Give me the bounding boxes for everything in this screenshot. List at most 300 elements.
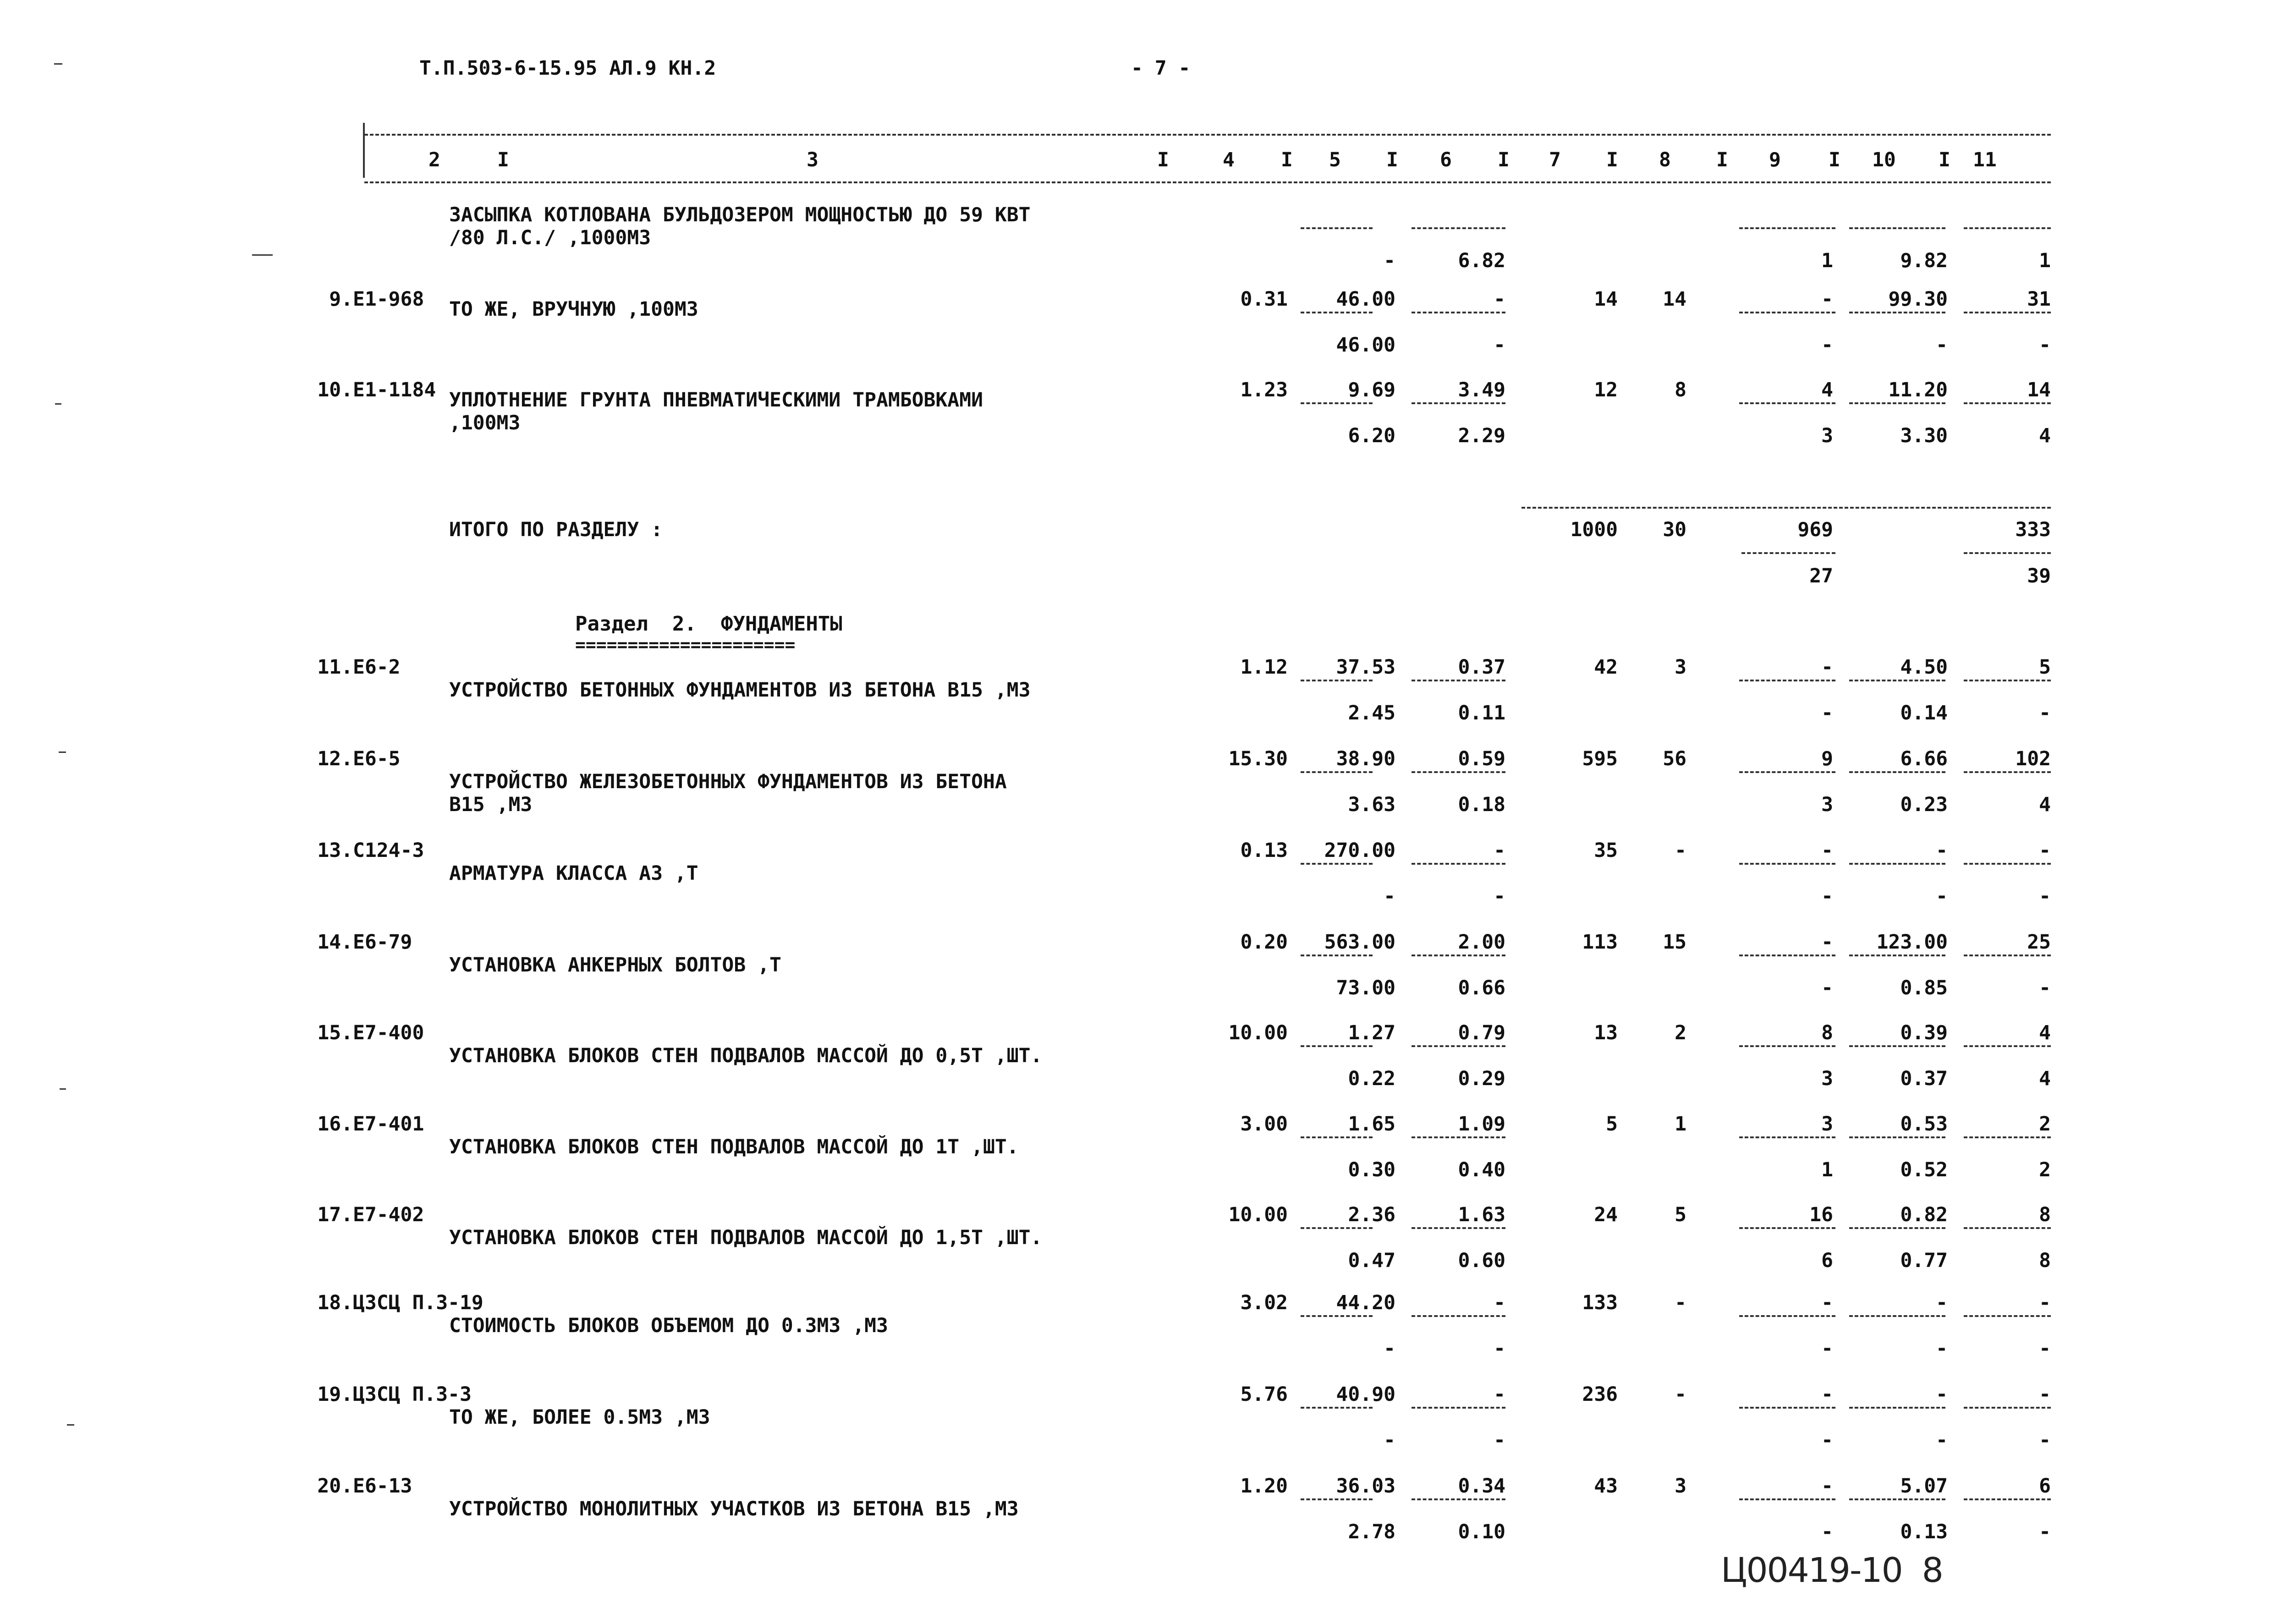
cell-c9: 9 <box>1821 747 1833 770</box>
cell-c8: - <box>1675 839 1686 862</box>
total-col11-rule <box>1964 552 2051 554</box>
cell-c11: 5 <box>2039 656 2051 679</box>
subcell-b9: 3 <box>1821 793 1833 816</box>
sub-rule <box>1849 312 1945 313</box>
cell-c6: 0.59 <box>1458 747 1505 770</box>
scan-speck <box>67 1424 74 1426</box>
subcell-b5: 2.78 <box>1348 1520 1395 1543</box>
subcell-b10: 0.23 <box>1900 793 1948 816</box>
document-code: Т.П.503-6-15.95 АЛ.9 КН.2 <box>419 57 716 80</box>
cell-c8: 56 <box>1663 747 1686 770</box>
cell-c6: - <box>1494 1383 1505 1406</box>
cell-c9: - <box>1821 288 1833 311</box>
cell-c5: 40.90 <box>1336 1383 1395 1406</box>
sub-rule <box>1739 1498 1835 1500</box>
subcell-b9: - <box>1821 334 1833 357</box>
row-code: Е6-79 <box>353 931 412 954</box>
sub-rule <box>1412 312 1505 313</box>
cell-c6: 1.63 <box>1458 1203 1505 1226</box>
cell-c7: 43 <box>1594 1475 1618 1498</box>
row-description: УСТРОЙСТВО МОНОЛИТНЫХ УЧАСТКОВ ИЗ БЕТОНА В15 ,М3 <box>449 1498 1019 1520</box>
sub-rule <box>1739 402 1835 404</box>
sub-rule <box>1412 1045 1505 1047</box>
scan-speck <box>60 1088 66 1090</box>
header-bottom-rule <box>364 181 2051 183</box>
subcell-b10: - <box>1936 334 1948 357</box>
cell-c5: 36.03 <box>1336 1475 1395 1498</box>
row-number: 16. <box>317 1113 353 1136</box>
sub-rule <box>1412 1498 1505 1500</box>
row-description: ЗАСЫПКА КОТЛОВАНА БУЛЬДОЗЕРОМ МОЩНОСТЬЮ ДО 59 КВТ <box>449 203 1031 226</box>
subcell-b9: - <box>1821 1520 1833 1543</box>
sub-rule <box>1739 680 1835 681</box>
sub-rule <box>1739 1407 1835 1409</box>
cell-c10: 0.53 <box>1900 1113 1948 1136</box>
cell-c7: 113 <box>1582 931 1618 954</box>
subcell-b6: 0.60 <box>1458 1249 1505 1272</box>
cell-c8: 2 <box>1675 1021 1686 1044</box>
subcell-b10: 3.30 <box>1900 424 1948 447</box>
cell-c11: 14 <box>2027 379 2051 401</box>
subcell-b9: 1 <box>1821 249 1833 272</box>
scan-speck <box>54 63 62 65</box>
cell-c10: 11.20 <box>1888 379 1948 401</box>
subcell-b6: - <box>1494 1337 1505 1360</box>
cell-c7: 24 <box>1594 1203 1618 1226</box>
row-description: УПЛОТНЕНИЕ ГРУНТА ПНЕВМАТИЧЕСКИМИ ТРАМБОВКАМИ <box>449 389 983 411</box>
cell-c4: 0.20 <box>1240 931 1288 954</box>
cell-c11: - <box>2039 1291 2051 1314</box>
subcell-b9: - <box>1821 702 1833 724</box>
row-code: ЦЗСЦ П.3-3 <box>353 1383 472 1406</box>
row-code: Е1-1184 <box>353 379 436 401</box>
subcell-b5: 73.00 <box>1336 977 1395 999</box>
sub-rule <box>1964 955 2051 956</box>
header-top-rule <box>364 134 2051 136</box>
cell-c5: 37.53 <box>1336 656 1395 679</box>
column-header: 7 <box>1549 148 1561 171</box>
row-description: УСТАНОВКА БЛОКОВ СТЕН ПОДВАЛОВ МАССОЙ ДО 1,5Т ,ШТ. <box>449 1226 1043 1249</box>
sub-rule <box>1964 1498 2051 1500</box>
subcell-b11: 4 <box>2039 793 2051 816</box>
cell-c9: 16 <box>1809 1203 1833 1226</box>
total-col11: 333 <box>2015 518 2051 541</box>
sub-rule <box>1301 1315 1373 1317</box>
subcell-b10: 0.13 <box>1900 1520 1948 1543</box>
sub-rule <box>1849 1136 1945 1138</box>
handwritten-archive-number: Ц00419-10 8 <box>1721 1551 1943 1590</box>
subcell-b9: - <box>1821 977 1833 999</box>
sub-rule <box>1301 863 1373 865</box>
cell-c5: 44.20 <box>1336 1291 1395 1314</box>
sub-rule <box>1301 1227 1373 1229</box>
sub-rule <box>1412 227 1505 229</box>
subcell-b5: 0.30 <box>1348 1158 1395 1181</box>
row-description: УСТАНОВКА БЛОКОВ СТЕН ПОДВАЛОВ МАССОЙ ДО 0,5Т ,ШТ. <box>449 1044 1043 1067</box>
subcell-b9: 3 <box>1821 424 1833 447</box>
sub-rule <box>1739 863 1835 865</box>
sub-rule <box>1849 1227 1945 1229</box>
cell-c10: - <box>1936 839 1948 862</box>
sub-rule <box>1301 771 1373 773</box>
cell-c7: 595 <box>1582 747 1618 770</box>
sub-rule <box>1739 955 1835 956</box>
subcell-b11: - <box>2039 702 2051 724</box>
cell-c6: 0.37 <box>1458 656 1505 679</box>
row-number: 15. <box>317 1021 353 1044</box>
sub-rule <box>1739 227 1835 229</box>
row-code: Е7-400 <box>353 1021 424 1044</box>
cell-c8: 5 <box>1675 1203 1686 1226</box>
subcell-b6: - <box>1494 885 1505 908</box>
subcell-b10: 0.85 <box>1900 977 1948 999</box>
cell-c4: 1.20 <box>1240 1475 1288 1498</box>
cell-c4: 10.00 <box>1228 1021 1288 1044</box>
cell-c5: 270.00 <box>1324 839 1395 862</box>
column-separator: I <box>1386 148 1398 171</box>
cell-c8: - <box>1675 1383 1686 1406</box>
sub-rule <box>1849 771 1945 773</box>
sub-rule <box>1412 1315 1505 1317</box>
row-description: АРМАТУРА КЛАССА А3 ,Т <box>449 862 698 885</box>
subcell-b5: - <box>1384 1429 1395 1452</box>
row-number: 9. <box>329 288 353 311</box>
sub-rule <box>1964 312 2051 313</box>
cell-c7: 13 <box>1594 1021 1618 1044</box>
cell-c10: 5.07 <box>1900 1475 1948 1498</box>
row-code: Е6-13 <box>353 1475 412 1498</box>
page-number: - 7 - <box>1131 57 1191 80</box>
sub-rule <box>1301 402 1373 404</box>
cell-c7: 133 <box>1582 1291 1618 1314</box>
cell-c9: - <box>1821 656 1833 679</box>
sub-rule <box>1739 1045 1835 1047</box>
column-header: 6 <box>1440 148 1452 171</box>
row-number: 10. <box>317 379 353 401</box>
subcell-b5: 46.00 <box>1336 334 1395 357</box>
cell-c9: 8 <box>1821 1021 1833 1044</box>
cell-c5: 9.69 <box>1348 379 1395 401</box>
column-header: 11 <box>1973 148 1997 171</box>
sub-rule <box>1849 1498 1945 1500</box>
row-code: ЦЗСЦ П.3-19 <box>353 1291 483 1314</box>
row-number: 12. <box>317 747 353 770</box>
subcell-b11: - <box>2039 885 2051 908</box>
column-separator: I <box>1498 148 1510 171</box>
cell-c4: 1.12 <box>1240 656 1288 679</box>
sub-rule <box>1739 771 1835 773</box>
subcell-b9: - <box>1821 885 1833 908</box>
cell-c7: 12 <box>1594 379 1618 401</box>
cell-c6: 0.34 <box>1458 1475 1505 1498</box>
subcell-b11: - <box>2039 1520 2051 1543</box>
subcell-b11: - <box>2039 334 2051 357</box>
sub-rule <box>1964 680 2051 681</box>
sub-rule <box>1964 1045 2051 1047</box>
sub-rule <box>1849 1045 1945 1047</box>
cell-c6: 2.00 <box>1458 931 1505 954</box>
sub-rule <box>1301 680 1373 681</box>
row-description: УСТРОЙСТВО ЖЕЛЕЗОБЕТОННЫХ ФУНДАМЕНТОВ ИЗ БЕТОНА <box>449 770 1007 793</box>
subcell-b11: 4 <box>2039 1067 2051 1090</box>
cell-c11: 25 <box>2027 931 2051 954</box>
cell-c9: - <box>1821 1383 1833 1406</box>
cell-c4: 3.00 <box>1240 1113 1288 1136</box>
cell-c7: 5 <box>1606 1113 1618 1136</box>
sub-rule <box>1739 1315 1835 1317</box>
cell-c10: - <box>1936 1383 1948 1406</box>
row-description: УСТАНОВКА АНКЕРНЫХ БОЛТОВ ,Т <box>449 954 781 977</box>
cell-c4: 0.31 <box>1240 288 1288 311</box>
row-description: ТО ЖЕ, БОЛЕЕ 0.5М3 ,М3 <box>449 1406 710 1429</box>
cell-c11: 8 <box>2039 1203 2051 1226</box>
column-separator: I <box>1829 148 1840 171</box>
cell-c8: 15 <box>1663 931 1686 954</box>
cell-c11: 4 <box>2039 1021 2051 1044</box>
row-code: Е6-5 <box>353 747 401 770</box>
column-header: 10 <box>1872 148 1896 171</box>
subcell-b10: - <box>1936 1337 1948 1360</box>
column-separator: I <box>1716 148 1728 171</box>
cell-c8: 14 <box>1663 288 1686 311</box>
cell-c6: - <box>1494 288 1505 311</box>
cell-c5: 2.36 <box>1348 1203 1395 1226</box>
sub-rule <box>1849 955 1945 956</box>
subcell-b6: 0.11 <box>1458 702 1505 724</box>
cell-c8: 3 <box>1675 1475 1686 1498</box>
cell-c8: 8 <box>1675 379 1686 401</box>
subcell-b10: - <box>1936 885 1948 908</box>
sub-rule <box>1964 1136 2051 1138</box>
row-description: В15 ,М3 <box>449 793 533 816</box>
cell-c4: 15.30 <box>1228 747 1288 770</box>
row-number: 19. <box>317 1383 353 1406</box>
subcell-b6: - <box>1494 334 1505 357</box>
row-code: Е6-2 <box>353 656 401 679</box>
row-description: ,100М3 <box>449 411 521 434</box>
cell-c5: 563.00 <box>1324 931 1395 954</box>
sub-rule <box>1301 955 1373 956</box>
cell-c11: 31 <box>2027 288 2051 311</box>
scan-speck <box>59 752 66 753</box>
total-col11-sub: 39 <box>2027 565 2051 587</box>
subcell-b10: 0.52 <box>1900 1158 1948 1181</box>
subcell-b11: - <box>2039 977 2051 999</box>
row-number: 20. <box>317 1475 353 1498</box>
sub-rule <box>1964 1407 2051 1409</box>
section-total-label: ИТОГО ПО РАЗДЕЛУ : <box>449 518 663 541</box>
subcell-b5: 0.22 <box>1348 1067 1395 1090</box>
subcell-b9: 3 <box>1821 1067 1833 1090</box>
subcell-b11: - <box>2039 1429 2051 1452</box>
cell-c4: 1.23 <box>1240 379 1288 401</box>
subcell-b10: 9.82 <box>1900 249 1948 272</box>
row-code: С124-3 <box>353 839 424 862</box>
cell-c11: - <box>2039 1383 2051 1406</box>
sub-rule <box>1849 863 1945 865</box>
sub-rule <box>1739 1227 1835 1229</box>
cell-c9: - <box>1821 931 1833 954</box>
scan-speck <box>252 254 273 256</box>
subcell-b6: - <box>1494 1429 1505 1452</box>
row-description: УСТАНОВКА БЛОКОВ СТЕН ПОДВАЛОВ МАССОЙ ДО 1Т ,ШТ. <box>449 1136 1019 1158</box>
subcell-b9: - <box>1821 1429 1833 1452</box>
cell-c9: 4 <box>1821 379 1833 401</box>
cell-c5: 1.65 <box>1348 1113 1395 1136</box>
row-number: 11. <box>317 656 353 679</box>
subcell-b5: - <box>1384 885 1395 908</box>
cell-c4: 10.00 <box>1228 1203 1288 1226</box>
column-header: 8 <box>1659 148 1671 171</box>
total-col9: 969 <box>1797 518 1833 541</box>
cell-c11: 102 <box>2015 747 2051 770</box>
column-header: 2 <box>428 148 440 171</box>
sub-rule <box>1739 312 1835 313</box>
sub-rule <box>1301 1045 1373 1047</box>
sub-rule <box>1301 227 1373 229</box>
scan-speck <box>55 403 61 405</box>
sub-rule <box>1964 771 2051 773</box>
column-separator: I <box>1157 148 1169 171</box>
cell-c10: 99.30 <box>1888 288 1948 311</box>
section-2-underline: ===================== <box>575 635 796 655</box>
cell-c6: 0.79 <box>1458 1021 1505 1044</box>
column-header: 3 <box>807 148 818 171</box>
sub-rule <box>1964 863 2051 865</box>
row-number: 13. <box>317 839 353 862</box>
total-col8: 30 <box>1663 518 1686 541</box>
subcell-b5: 2.45 <box>1348 702 1395 724</box>
sub-rule <box>1964 1315 2051 1317</box>
cell-c9: - <box>1821 839 1833 862</box>
sub-rule <box>1301 1407 1373 1409</box>
cell-c10: 123.00 <box>1876 931 1948 954</box>
subcell-b6: 6.82 <box>1458 249 1505 272</box>
total-rule <box>1521 507 2051 509</box>
column-separator: I <box>1606 148 1618 171</box>
sub-rule <box>1739 1136 1835 1138</box>
cell-c7: 14 <box>1594 288 1618 311</box>
cell-c4: 3.02 <box>1240 1291 1288 1314</box>
cell-c10: 0.39 <box>1900 1021 1948 1044</box>
total-col7: 1000 <box>1570 518 1618 541</box>
subcell-b11: 4 <box>2039 424 2051 447</box>
row-number: 17. <box>317 1203 353 1226</box>
subcell-b5: - <box>1384 249 1395 272</box>
cell-c11: 2 <box>2039 1113 2051 1136</box>
subcell-b6: 0.66 <box>1458 977 1505 999</box>
sub-rule <box>1412 955 1505 956</box>
sub-rule <box>1412 1136 1505 1138</box>
sub-rule <box>1849 402 1945 404</box>
sub-rule <box>1412 402 1505 404</box>
cell-c11: 6 <box>2039 1475 2051 1498</box>
row-description: ТО ЖЕ, ВРУЧНУЮ ,100М3 <box>449 298 698 321</box>
cell-c10: 6.66 <box>1900 747 1948 770</box>
cell-c9: - <box>1821 1291 1833 1314</box>
row-description: СТОИМОСТЬ БЛОКОВ ОБЪЕМОМ ДО 0.3М3 ,М3 <box>449 1314 888 1337</box>
subcell-b11: 2 <box>2039 1158 2051 1181</box>
row-code: Е7-402 <box>353 1203 424 1226</box>
total-col9-sub: 27 <box>1809 565 1833 587</box>
header-left-edge <box>363 123 365 178</box>
subcell-b6: 2.29 <box>1458 424 1505 447</box>
cell-c5: 38.90 <box>1336 747 1395 770</box>
cell-c9: 3 <box>1821 1113 1833 1136</box>
column-separator: I <box>1281 148 1293 171</box>
cell-c6: 3.49 <box>1458 379 1505 401</box>
subcell-b10: 0.14 <box>1900 702 1948 724</box>
sub-rule <box>1849 1407 1945 1409</box>
cell-c8: 3 <box>1675 656 1686 679</box>
subcell-b11: - <box>2039 1337 2051 1360</box>
subcell-b9: 6 <box>1821 1249 1833 1272</box>
cell-c8: 1 <box>1675 1113 1686 1136</box>
subcell-b10: - <box>1936 1429 1948 1452</box>
subcell-b11: 8 <box>2039 1249 2051 1272</box>
sub-rule <box>1412 1407 1505 1409</box>
sub-rule <box>1301 1498 1373 1500</box>
cell-c9: - <box>1821 1475 1833 1498</box>
subcell-b10: 0.77 <box>1900 1249 1948 1272</box>
cell-c10: - <box>1936 1291 1948 1314</box>
column-header: 4 <box>1223 148 1235 171</box>
sub-rule <box>1412 863 1505 865</box>
column-separator: I <box>497 148 509 171</box>
cell-c7: 35 <box>1594 839 1618 862</box>
subcell-b11: 1 <box>2039 249 2051 272</box>
cell-c6: 1.09 <box>1458 1113 1505 1136</box>
sub-rule <box>1412 771 1505 773</box>
row-code: Е7-401 <box>353 1113 424 1136</box>
cell-c7: 42 <box>1594 656 1618 679</box>
subcell-b5: 3.63 <box>1348 793 1395 816</box>
sub-rule <box>1301 312 1373 313</box>
column-separator: I <box>1939 148 1950 171</box>
cell-c10: 4.50 <box>1900 656 1948 679</box>
subcell-b6: 0.29 <box>1458 1067 1505 1090</box>
sub-rule <box>1964 1227 2051 1229</box>
column-header: 5 <box>1329 148 1341 171</box>
cell-c11: - <box>2039 839 2051 862</box>
sub-rule <box>1849 227 1945 229</box>
cell-c4: 0.13 <box>1240 839 1288 862</box>
cell-c6: - <box>1494 1291 1505 1314</box>
cell-c4: 5.76 <box>1240 1383 1288 1406</box>
sub-rule <box>1849 680 1945 681</box>
subcell-b6: 0.40 <box>1458 1158 1505 1181</box>
cell-c10: 0.82 <box>1900 1203 1948 1226</box>
subcell-b9: 1 <box>1821 1158 1833 1181</box>
sub-rule <box>1301 1136 1373 1138</box>
subcell-b9: - <box>1821 1337 1833 1360</box>
row-number: 18. <box>317 1291 353 1314</box>
sub-rule <box>1964 402 2051 404</box>
subcell-b5: - <box>1384 1337 1395 1360</box>
subcell-b5: 0.47 <box>1348 1249 1395 1272</box>
subcell-b5: 6.20 <box>1348 424 1395 447</box>
cell-c8: - <box>1675 1291 1686 1314</box>
subcell-b10: 0.37 <box>1900 1067 1948 1090</box>
section-2-title: Раздел 2. ФУНДАМЕНТЫ <box>575 612 842 636</box>
cell-c5: 46.00 <box>1336 288 1395 311</box>
cell-c5: 1.27 <box>1348 1021 1395 1044</box>
row-code: Е1-968 <box>353 288 424 311</box>
sub-rule <box>1412 680 1505 681</box>
total-col9-rule <box>1741 552 1835 554</box>
cell-c7: 236 <box>1582 1383 1618 1406</box>
row-number: 14. <box>317 931 353 954</box>
